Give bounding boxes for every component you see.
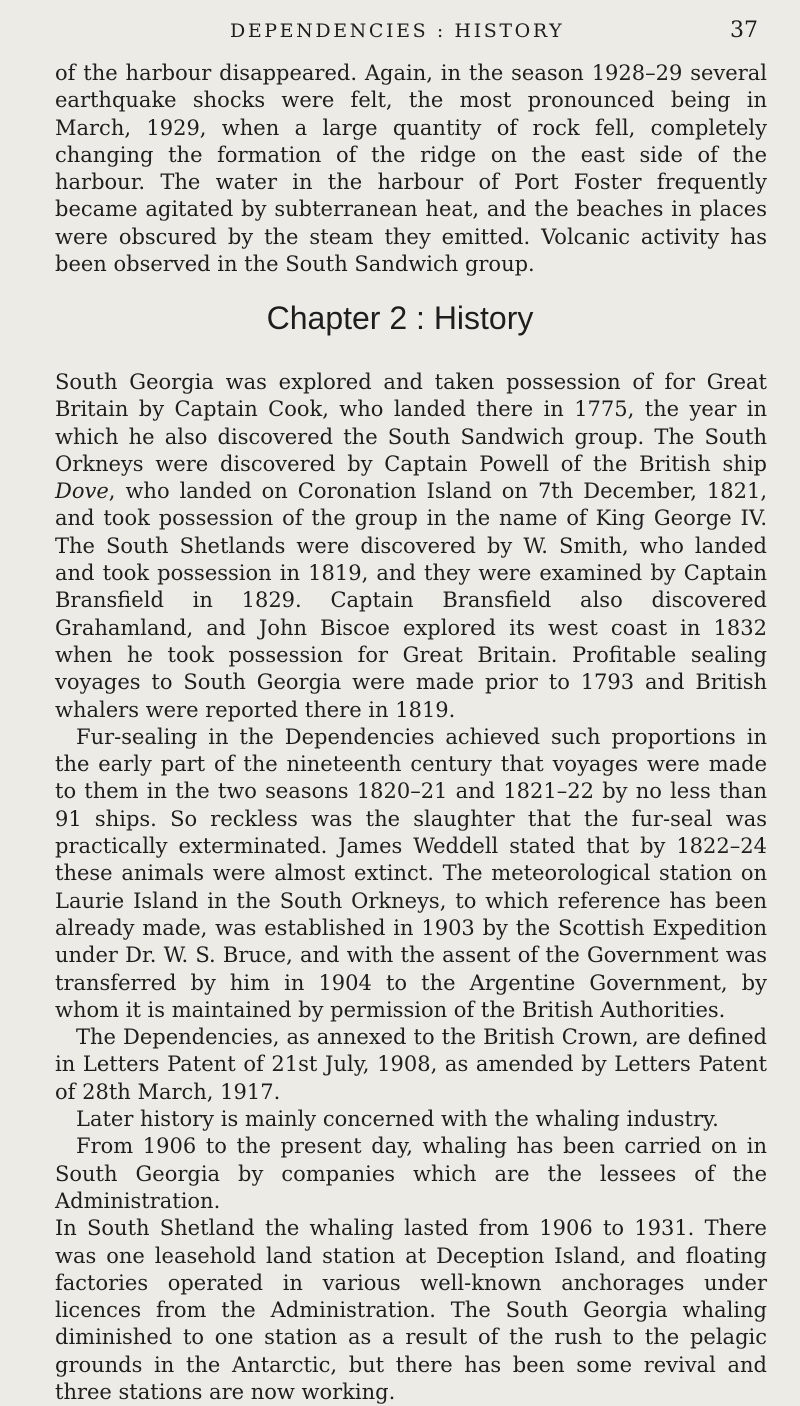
- ship-name: Dove: [55, 479, 109, 504]
- paragraph-south-georgia-whaling: From 1906 to the present day, whaling has been carried on in South Georgia by companies which are the lessees of the Administration.: [55, 1134, 767, 1213]
- chapter-heading: Chapter 2 : History: [266, 300, 534, 336]
- running-title: DEPENDENCIES : HISTORY: [230, 20, 565, 42]
- paragraph-letters-patent: The Dependencies, as annexed to the British Crown, are defined in Letters Patent of 21st July, 1908, as amended by Letters Patent of 28th March, 1917.: [55, 1025, 767, 1104]
- intro-text: [55, 60, 767, 278]
- paragraph-discovery-part-2: , who landed on Coronation Island on 7th December, 1821, and took possession of the group in the name of King George IV. The South Shetlands were discovered by W. Smith, who landed and took possession in 1819, and they were examined by Captain Bransfield in 1829. Captain Bransfield also discovered Grahamland, and John Biscoe explored its west coast in 1832 when he took possession for Great Britain. Profitable sealing voyages to South Georgia were made prior to 1793 and British whalers were reported there in 1819.: [55, 479, 767, 722]
- paragraph-discovery-part-1: South Georgia was explored and taken possession of for Great Britain by Captain Cook, who landed there in 1775, the year in which he also discovered the South Sandwich group. The South Orkneys were discovered by Captain Powell of the British ship: [55, 370, 767, 476]
- paragraph-discovery: [55, 369, 767, 724]
- page-number: 37: [730, 18, 758, 43]
- paragraph-south-shetland-whaling: In South Shetland the whaling lasted from 1906 to 1931. There was one leasehold land station at Deception Island, and floating factories operated in various well-known anchorages under licences from the Administration. The South Georgia whaling diminished to one station as a result of the rush to the pelagic grounds in the Antarctic, but there has been some revival and three stations are now working.: [55, 1216, 767, 1404]
- paragraph-later-history: Later history is mainly concerned with the whaling industry.: [76, 1107, 719, 1132]
- chapter-body: [55, 369, 767, 1406]
- intro-paragraph: of the harbour disappeared. Again, in the season 1928–29 several earthquake shocks were felt, the most pronounced being in March, 1929, when a large quantity of rock fell, completely changing the formation of the ridge on the east side of the harbour. The water in the harbour of Port Foster frequently became agitated by subterranean heat, and the beaches in places were obscured by the steam they emitted. Volcanic activity has been observed in the South Sandwich group.: [55, 61, 767, 277]
- running-head: [0, 20, 800, 50]
- paragraph-fur-sealing: Fur-sealing in the Dependencies achieved such proportions in the early part of the nineteenth century that voyages were made to them in the two seasons 1820–21 and 1821–22 by no less than 91 ships. So reckless was the slaughter that the fur-seal was practically exterminated. James Weddell stated that by 1822–24 these animals were almost extinct. The meteorological station on Laurie Island in the South Orkneys, to which reference has been already made, was established in 1903 by the Scottish Expedition under Dr. W. S. Bruce, and with the assent of the Government was transferred by him in 1904 to the Argentine Government, by whom it is maintained by permission of the British Authorities.: [55, 724, 767, 1022]
